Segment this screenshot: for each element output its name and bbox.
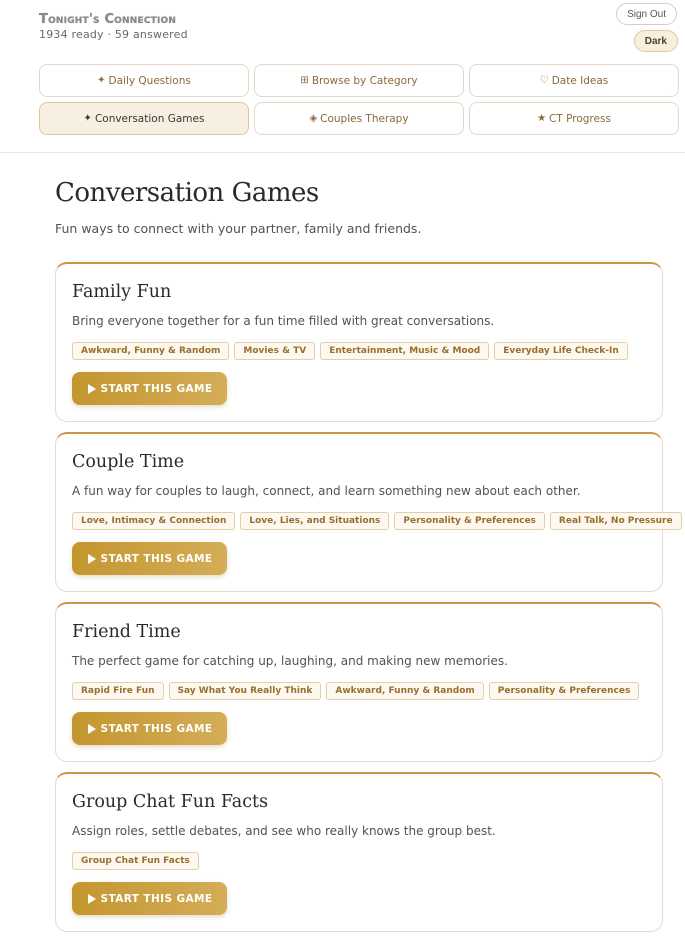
card-title: Family Fun [72, 282, 172, 302]
tab-ct-progress[interactable] [469, 102, 679, 135]
game-card-family-fun [55, 262, 663, 422]
main-nav [39, 64, 679, 140]
category-tag: Rapid Fire Fun [72, 682, 164, 700]
tab-browse-by-category[interactable] [254, 64, 464, 97]
heart-icon: ♡ [539, 75, 549, 86]
category-tag: Love, Intimacy & Connection [72, 512, 235, 530]
category-tag: Entertainment, Music & Mood [320, 342, 489, 360]
tag-list [72, 342, 628, 360]
category-tag: Awkward, Funny & Random [326, 682, 483, 700]
category-tag: Group Chat Fun Facts [72, 852, 199, 870]
category-tag: Personality & Preferences [394, 512, 545, 530]
tab-date-ideas[interactable] [469, 64, 679, 97]
tag-list [72, 682, 639, 700]
tag-list [72, 512, 682, 530]
tab-label: Conversation Games [94, 112, 205, 125]
tag-list [72, 852, 199, 870]
game-card-list [55, 262, 673, 942]
header-divider [0, 152, 685, 153]
tab-conversation-games[interactable] [39, 102, 249, 135]
tab-couples-therapy[interactable] [254, 102, 464, 135]
sign-out-button[interactable]: Sign Out [616, 3, 677, 25]
page-subtitle: Fun ways to connect with your partner, family and friends. [55, 221, 422, 236]
play-icon [87, 384, 96, 394]
tab-label: CT Progress [549, 112, 611, 125]
sparkle-icon: ✦ [97, 75, 106, 86]
start-game-button[interactable] [72, 712, 227, 745]
diamond-icon: ◈ [309, 113, 318, 124]
start-game-label: START THIS GAME [100, 722, 213, 735]
start-game-button[interactable] [72, 542, 227, 575]
nav-row [39, 64, 679, 97]
star-icon: ★ [537, 113, 547, 124]
category-tag: Movies & TV [234, 342, 315, 360]
card-description: Bring everyone together for a fun time filled with great conversations. [72, 314, 495, 328]
start-game-button[interactable] [72, 882, 227, 915]
nav-row [39, 102, 679, 135]
game-card-group-chat-fun-facts [55, 772, 663, 932]
tab-label: Browse by Category [311, 74, 418, 87]
card-description: Assign roles, settle debates, and see who really knows the group best. [72, 824, 496, 838]
start-game-label: START THIS GAME [100, 552, 213, 565]
play-icon [87, 724, 96, 734]
card-description: A fun way for couples to laugh, connect, and learn something new about each other. [72, 484, 581, 498]
play-icon [87, 894, 96, 904]
start-game-label: START THIS GAME [100, 382, 213, 395]
brand-title: Tonight's Connection [39, 12, 177, 27]
play-icon [87, 554, 96, 564]
card-title: Couple Time [72, 452, 185, 472]
tab-daily-questions[interactable] [39, 64, 249, 97]
sparkle-icon: ✦ [83, 113, 92, 124]
dark-mode-toggle[interactable]: Dark [634, 30, 678, 52]
game-card-friend-time [55, 602, 663, 762]
game-card-couple-time [55, 432, 673, 592]
tab-label: Daily Questions [108, 74, 191, 87]
tab-label: Couples Therapy [320, 112, 409, 125]
start-game-label: START THIS GAME [100, 892, 213, 905]
stats-text: 1934 ready · 59 answered [39, 28, 188, 41]
page-title: Conversation Games [55, 178, 319, 208]
card-title: Friend Time [72, 622, 181, 642]
category-tag: Personality & Preferences [489, 682, 640, 700]
start-game-button[interactable] [72, 372, 227, 405]
category-tag: Awkward, Funny & Random [72, 342, 229, 360]
card-title: Group Chat Fun Facts [72, 792, 269, 812]
category-tag: Love, Lies, and Situations [240, 512, 389, 530]
grid-icon: ⊞ [300, 75, 309, 86]
category-tag: Everyday Life Check-In [494, 342, 628, 360]
tab-label: Date Ideas [551, 74, 609, 87]
card-description: The perfect game for catching up, laughing, and making new memories. [72, 654, 508, 668]
category-tag: Say What You Really Think [169, 682, 322, 700]
category-tag: Real Talk, No Pressure [550, 512, 682, 530]
